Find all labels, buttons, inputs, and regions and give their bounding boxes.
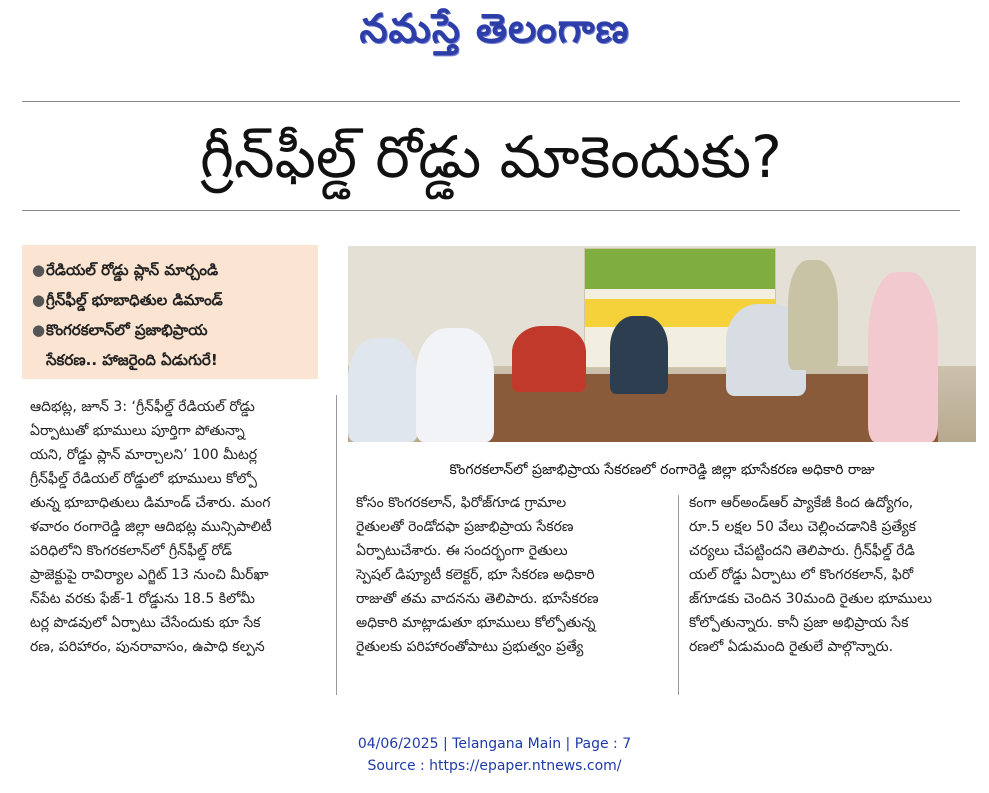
masthead-title: నమస్తే తెలంగాణ xyxy=(359,6,630,52)
column-divider xyxy=(678,495,679,695)
highlights-box xyxy=(22,245,318,379)
column-divider xyxy=(336,395,337,695)
footer-edition: 04/06/2025 | Telangana Main | Page : 7 xyxy=(357,736,632,752)
highlight-item: ● కొంగరకలాన్‌లో ప్రజాభిప్రాయ xyxy=(32,321,208,339)
headline-rule xyxy=(22,210,960,211)
article-column-3: కంగా ఆర్‌అండ్‌ఆర్ ప్యాకేజీ కింద ఉద్యోగం, రూ.5 లక్షల 50 వేలు చెల్లించడానికి ప్రత్యేక చర్యలు చేపట్టిందని తెలిపారు. గ్రీన్‌ఫీల్డ్ రేడి యల్ రోడ్డు ఏర్పాటు లో కొంగరకలాన్, ఫిరో జ్‌గూడకు చెందిన 30మంది రైతుల భూములు కోల్పోతున్నారు. కానీ ప్రజా అభిప్రాయ సేక రణలో ఏడుమంది రైతులే పాల్గొన్నారు. xyxy=(689,495,932,655)
photo-caption: కొంగరకలాన్‌లో ప్రజాభిప్రాయ సేకరణలో రంగారెడ్డి జిల్లా భూసేకరణ అధికారి రాజు xyxy=(449,462,875,478)
headline: గ్రీన్‌ఫీల్డ్ రోడ్డు మాకెందుకు? xyxy=(200,123,782,191)
news-photo xyxy=(348,246,976,442)
footer-source: Source : https://epaper.ntnews.com/ xyxy=(367,758,622,774)
highlight-item: ● గ్రీన్‌ఫీల్డ్ భూబాధితుల డిమాండ్ xyxy=(32,291,223,309)
article-column-2: కోసం కొంగరకలాన్, ఫిరోజ్‌గూడ గ్రామాల రైతులతో రెండోదఫా ప్రజాభిప్రాయ సేకరణ ఏర్పాటుచేశారు. ఈ సందర్భంగా రైతులు స్పెషల్ డిప్యూటీ కలెక్టర్, భూ సేకరణ అధికారి రాజుతో తమ వాదనను తెలిపారు. భూసేకరణ అధికారి మాట్లాడుతూ భూములు కోల్పోతున్న రైతులకు పరిహారంతోపాటు ప్రభుత్వం ప్రత్యే xyxy=(356,495,599,655)
highlight-item: ● రేడియల్ రోడ్డు ప్లాన్ మార్చండి xyxy=(32,261,219,279)
article-column-1: ఆదిభట్ల, జూన్ 3: ‘గ్రీన్‌ఫీల్డ్ రేడియల్ రోడ్డు ఏర్పాటుతో భూములు పూర్తిగా పోతున్నా యని, రోడ్డు ప్లాన్ మార్చాలని’ 100 మీటర్ల గ్రీన్‌ఫీల్డ్ రేడియల్ రోడ్డులో భూములు కోల్పో తున్న భూబాధితులు డిమాండ్ చేశారు. మంగ ళవారం రంగారెడ్డి జిల్లా ఆదిభట్ల మున్సిపాలిటీ పరిధిలోని కొంగరకలాన్‌లో గ్రీన్‌ఫీల్డ్ రోడ్ ప్రాజెక్టుపై రావిర్యాల ఎగ్జిట్ 13 నుంచి మీర్‌ఖా న్‌పేట వరకు ఫేజ్-1 రోడ్డును 18.5 కిలోమీ టర్ల పొడవులో ఏర్పాటు చేసేందుకు భూ సేక రణ, పరిహారం, పునరావాసం, ఉపాధి కల్పన xyxy=(30,399,272,655)
highlight-item: సేకరణ.. హాజరైంది ఏడుగురే! xyxy=(46,351,218,369)
top-rule xyxy=(22,101,960,102)
